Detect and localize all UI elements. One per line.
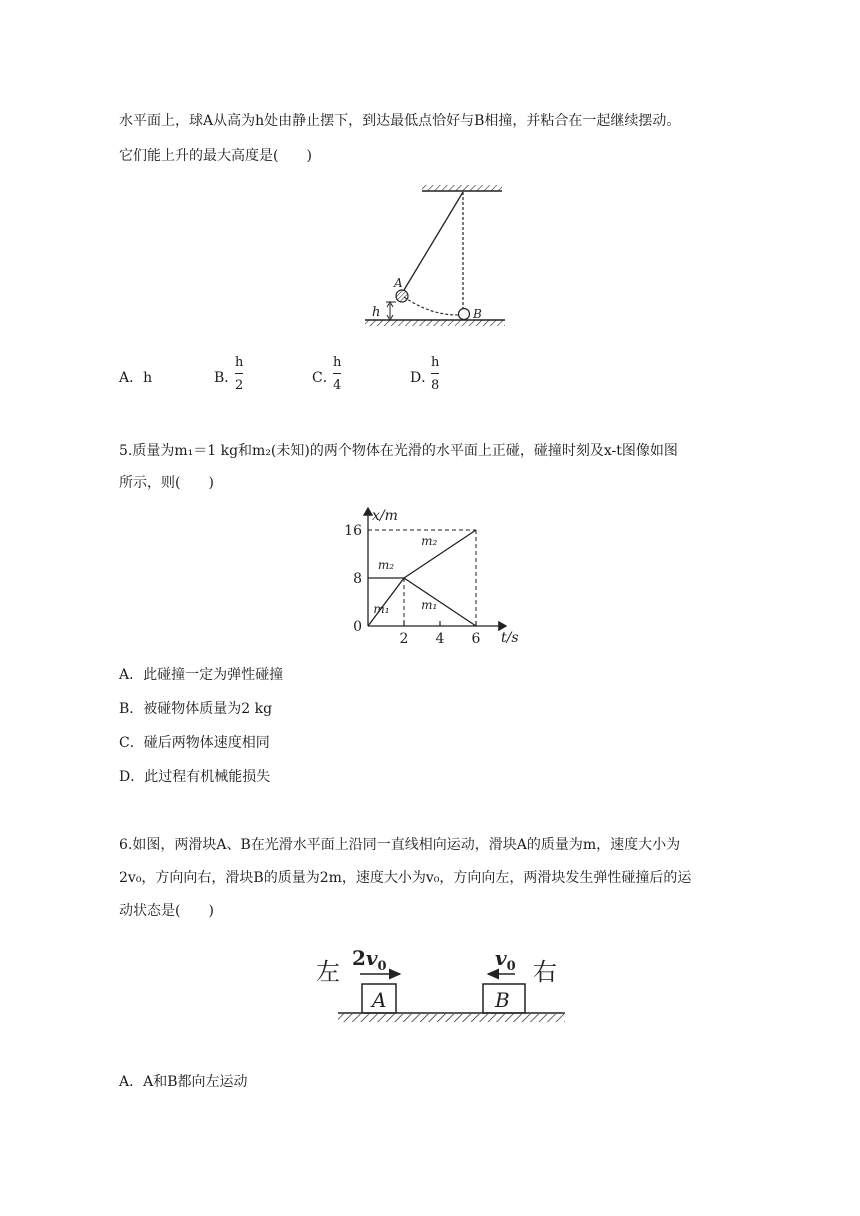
q4-option-a[interactable]: A．h <box>119 370 153 386</box>
label-left: 左 <box>316 958 340 986</box>
sliders-figure <box>310 945 580 1030</box>
q4-option-c-fraction: $\frac{h}{4}$ <box>333 355 342 393</box>
ball-a <box>396 290 408 302</box>
label-b: B <box>473 307 482 321</box>
y-axis-label: x/m <box>372 508 398 524</box>
q5-option-c[interactable]: C．碰后两物体速度相同 <box>119 735 270 751</box>
q4-text-line2: 它们能上升的最大高度是( ) <box>119 148 312 164</box>
velocity-a-label: $2v_0$ <box>352 946 387 974</box>
series-label: m₁ <box>421 598 438 613</box>
q5-text-line1: 5.质量为m₁＝1 kg和m₂(未知)的两个物体在光滑的水平面上正碰，碰撞时刻及x-t图像如图 <box>119 443 678 459</box>
block-a-label: A <box>372 988 387 1012</box>
q6-option-a[interactable]: A．A和B都向左运动 <box>119 1074 248 1090</box>
q5-text-line2: 所示，则( ) <box>119 475 214 491</box>
pendulum-figure <box>360 180 510 330</box>
swing-arc <box>404 297 458 315</box>
q5-option-b[interactable]: B．被碰物体质量为2 kg <box>119 701 273 717</box>
q6-text-line3: 动状态是( ) <box>119 903 214 919</box>
series-label: m₁ <box>373 601 390 616</box>
velocity-b-label: $v_0$ <box>495 946 516 974</box>
q4-option-d-fraction: $\frac{h}{8}$ <box>431 355 440 393</box>
string-a <box>404 192 463 290</box>
x-tick-label: 2 <box>399 631 409 647</box>
q5-option-a[interactable]: A．此碰撞一定为弹性碰撞 <box>119 667 284 683</box>
q4-option-c[interactable]: C． <box>312 370 337 386</box>
x-axis-label: t/s <box>501 630 519 646</box>
q4-option-b-fraction: $\frac{h}{2}$ <box>235 355 244 393</box>
q4-option-d[interactable]: D． <box>410 370 436 386</box>
ball-b <box>459 309 470 320</box>
ground <box>365 320 505 326</box>
x-tick-label: 4 <box>435 631 445 647</box>
label-h: h <box>372 305 381 320</box>
ceiling <box>422 185 502 191</box>
block-b-label: B <box>495 988 510 1012</box>
xt-chart <box>335 500 525 650</box>
label-a: A <box>394 276 403 290</box>
x-tick-label: 6 <box>471 631 481 647</box>
y-tick-label: 0 <box>353 619 362 635</box>
series-label: m₂ <box>421 534 438 548</box>
q6-text-line2: 2v₀，方向向右，滑块B的质量为2m，速度大小为v₀，方向向左，两滑块发生弹性碰撞后的运 <box>119 870 692 886</box>
q4-option-b[interactable]: B． <box>214 370 239 386</box>
q5-option-d[interactable]: D．此过程有机械能损失 <box>119 769 271 785</box>
q6-text-line1: 6.如图，两滑块A、B在光滑水平面上沿同一直线相向运动，滑块A的质量为m，速度大小为 <box>119 837 681 853</box>
label-right: 右 <box>533 958 557 986</box>
series-label: m₂ <box>377 558 395 572</box>
y-tick-label: 16 <box>344 523 362 539</box>
y-tick-label: 8 <box>353 571 362 587</box>
q4-text-line1: 水平面上，球A从高为h处由静止摆下，到达最低点恰好与B相撞，并粘合在一起继续摆动。 <box>119 113 681 129</box>
ground-2 <box>338 1014 565 1022</box>
